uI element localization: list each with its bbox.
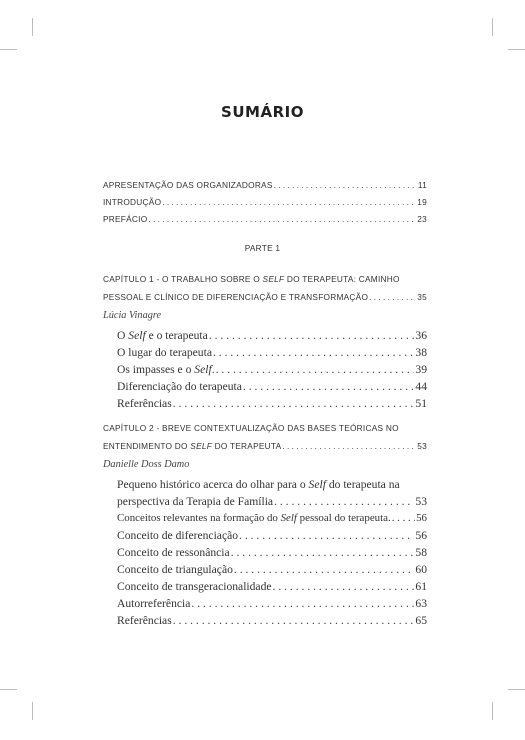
toc-subentry-page: 60 [415, 563, 427, 576]
toc-subentry-page: 53 [415, 495, 427, 508]
crop-mark [0, 689, 17, 690]
toc-subentry[interactable] [117, 346, 427, 359]
toc-subentry-label: Conceito de transgeracionalidade [117, 580, 272, 593]
toc-subentry-page: 56 [416, 512, 427, 524]
chapter-2-heading-line2[interactable] [103, 441, 427, 451]
chapter-1-page: 35 [417, 292, 427, 302]
toc-entry[interactable] [103, 180, 427, 190]
toc-subentry-page: 58 [415, 546, 427, 559]
chapter-1-author: Lúcia Vinagre [103, 310, 162, 321]
toc-subentry[interactable] [117, 529, 427, 542]
toc-subentry-label: Pequeno histórico acerca do olhar para o Self do terapeuta na [117, 478, 400, 491]
leader-dots [274, 180, 417, 190]
toc-subentry-label: Referências [117, 614, 172, 627]
toc-subentry-label: O lugar do terapeuta [117, 346, 212, 359]
chapter-1-heading[interactable] [103, 274, 427, 284]
toc-subentry-label: Conceito de triangulação [117, 563, 233, 576]
toc-subentry-label: O Self e o terapeuta [117, 329, 208, 342]
toc-subentry-label: Conceito de diferenciação [117, 529, 239, 542]
part-heading: PARTE 1 [244, 243, 281, 253]
toc-subentry[interactable] [117, 580, 427, 593]
toc-subentry-page: 44 [415, 380, 427, 393]
toc-entry-label: PREFÁCIO [103, 214, 148, 224]
toc-entry-label: APRESENTAÇÃO DAS ORGANIZADORAS [103, 180, 273, 190]
toc-subentry-page: 63 [415, 597, 427, 610]
toc-subentry[interactable] [117, 380, 427, 393]
crop-mark [0, 49, 17, 50]
toc-subentry-label: Autorreferência [117, 597, 191, 610]
chapter-2-heading[interactable] [103, 423, 427, 433]
toc-subentry[interactable] [117, 597, 427, 610]
toc-entry-label: INTRODUÇÃO [103, 197, 162, 207]
toc-subentry-label: Referências [117, 397, 172, 410]
leader-dots [173, 397, 415, 410]
toc-subentry[interactable] [117, 478, 427, 491]
toc-subentry-label: Conceitos relevantes na formação do Self pessoal do terapeuta. [117, 512, 391, 524]
toc-subentry-page: 39 [415, 363, 427, 376]
leader-dots [231, 546, 415, 559]
leader-dots [243, 380, 415, 393]
crop-mark [492, 18, 493, 36]
toc-subentry[interactable] [117, 495, 427, 508]
leader-dots [209, 329, 415, 342]
toc-entry[interactable] [103, 214, 427, 224]
toc-subentry-label: Conceito de ressonância [117, 546, 230, 559]
chapter-2-title-line1: CAPÍTULO 2 - BREVE CONTEXTUALIZAÇÃO DAS BASES TEÓRICAS NO [103, 423, 399, 433]
toc-subentry-page: 65 [415, 614, 427, 627]
leader-dots [274, 495, 414, 508]
chapter-1-title-pre: CAPÍTULO 1 - O TRABALHO SOBRE O [103, 274, 263, 284]
toc-entry[interactable] [103, 197, 427, 207]
page-title: SUMÁRIO [221, 103, 304, 121]
chapter-1-heading-line2[interactable] [103, 292, 427, 302]
toc-subentry[interactable] [117, 512, 427, 524]
crop-mark [508, 689, 525, 690]
chapter-2-page: 53 [417, 441, 427, 451]
crop-mark [508, 49, 525, 50]
toc-subentry-label: Os impasses e o Self. [117, 363, 215, 376]
toc-subentry-label: perspectiva da Terapia de Família [117, 495, 274, 508]
leader-dots [162, 197, 416, 207]
leader-dots [273, 580, 415, 593]
leader-dots [282, 441, 416, 451]
crop-mark [492, 702, 493, 720]
toc-entry-page: 11 [417, 180, 427, 190]
crop-mark [32, 18, 33, 36]
toc-subentry[interactable] [117, 363, 427, 376]
toc-subentry[interactable] [117, 614, 427, 627]
toc-subentry-label: Diferenciação do terapeuta [117, 380, 242, 393]
toc-subentry-page: 56 [415, 529, 427, 542]
toc-subentry[interactable] [117, 546, 427, 559]
leader-dots [213, 346, 414, 359]
toc-entry-page: 23 [417, 214, 427, 224]
leader-dots [369, 292, 416, 302]
toc-subentry-page: 38 [415, 346, 427, 359]
leader-dots [216, 363, 415, 376]
chapter-1-title-post: DO TERAPEUTA: CAMINHO [284, 274, 400, 284]
leader-dots [191, 597, 414, 610]
chapter-2-author: Danielle Doss Damo [103, 459, 190, 470]
crop-mark [32, 702, 33, 720]
leader-dots [234, 563, 415, 576]
toc-subentry[interactable] [117, 329, 427, 342]
chapter-1-title-em: SELF [262, 274, 285, 284]
leader-dots [148, 214, 416, 224]
toc-subentry[interactable] [117, 563, 427, 576]
toc-subentry-page: 61 [415, 580, 427, 593]
toc-subentry-page: 36 [415, 329, 427, 342]
toc-subentry-page: 51 [415, 397, 427, 410]
chapter-1-title-line2: PESSOAL E CLÍNICO DE DIFERENCIAÇÃO E TRANSFORMAÇÃO [103, 292, 369, 302]
toc-subentry[interactable] [117, 397, 427, 410]
leader-dots [392, 512, 415, 524]
leader-dots [239, 529, 414, 542]
toc-entry-page: 19 [417, 197, 427, 207]
chapter-2-title-line2: ENTENDIMENTO DO SELF DO TERAPEUTA [103, 441, 282, 451]
leader-dots [173, 614, 415, 627]
